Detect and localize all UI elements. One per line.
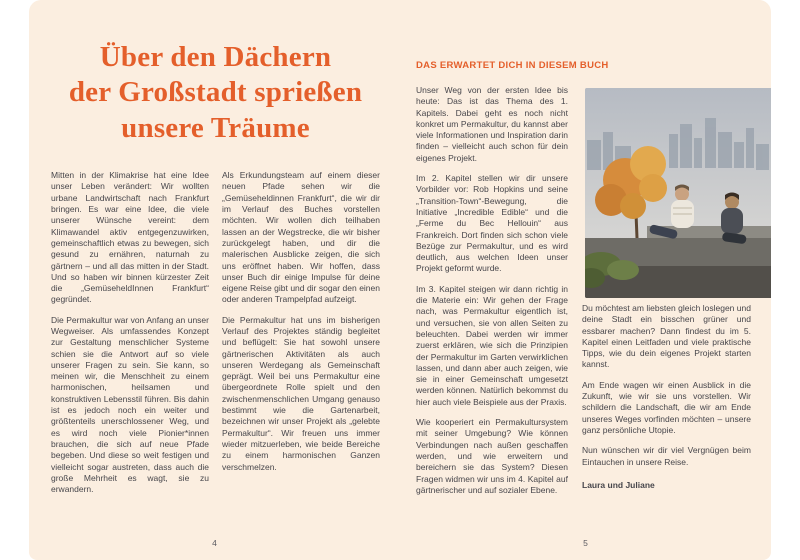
paragraph: Im 3. Kapitel steigen wir dann richtig in die Materie ein: Wir gehen der Frage nach, was Permakultur eigentlich ist, und versuchen, sie von allen Seiten zu beleuchten. Dabei werden wir immer zuerst erklären, wie sich die Prinzipien der Permakultur im Garten verwirklichen lassen, und dann aber auch zeigen, wie sie in einer Gemeinschaft umgesetzt werden können. Natürlich bekommst du hier auch viele Beispiele aus der Praxis. (416, 283, 568, 407)
page-title (49, 40, 382, 146)
paragraph: Die Permakultur war von Anfang an unser Wegweiser. Als umfassendes Konzept zur Gestaltung menschlicher Systeme schien sie die Antwort auf so viele unserer Fragen zu sein. Sie kann, so meinen wir, die Menschheit zu einem harmonischen, heilsamen und konstruktiven Lebensstil führen. Bis dahin ist es jedoch noch ein weiter und größtenteils unerschlossener Weg, und es wird noch viele Pionier*innen brauchen, die sich auf neue Pfade begeben. Und diese so weit festigen und vielleicht sogar austreten, dass auch die große Mehrheit es wagt, sie zu erwandern. (51, 314, 209, 495)
paragraph: Mitten in der Klimakrise hat eine Idee unser Leben verändert: Wir wollten urbane Landwirtschaft nach Frankfurt bringen. Es war eine Idee, die viele unserer Wünsche vereint: dem Klimawandel aktiv entgegenzuwirken, gemeinschaftlich etwas zu bewegen, sich gesund zu ernähren, naturnah zu gärtnern – und all das mitten in der Stadt. Und so haben wir binnen kürzester Zeit die „GemüseheldInnen Frankfurt“ gegründet. (51, 170, 209, 305)
left-column-1 (51, 170, 209, 504)
right-column-1 (416, 85, 568, 505)
paragraph: Am Ende wagen wir einen Ausblick in die Zukunft, wie wir sie uns vorstellen. Wir schildern die Landschaft, die wir am Ende unseres Weges vorfinden möchten – unsere ganz persönliche Utopie. (582, 379, 751, 435)
paragraph: Die Permakultur hat uns im bisherigen Verlauf des Projektes ständig begleitet und beflügelt: Sie hat sowohl unsere gärtnerischen Aktivitäten als auch unseren Werdegang als Gemeinschaft geprägt. Weil bei uns Permakultur eine übergeordnete Rolle spielt und den zwischenmenschlichen Umgang genauso bestimmt wie die Gartenarbeit, bezeichnen wir unser Projekt als „gelebte Permakultur“. Wir freuen uns immer wieder mitzuerleben, wie beide Bereiche zu einem harmonischen Ganzen verschmelzen. (222, 314, 380, 472)
page-number-left: 4 (212, 538, 217, 548)
authors-signature: Laura und Juliane (582, 479, 655, 490)
paragraph: Im 2. Kapitel stellen wir dir unsere Vorbilder vor: Rob Hopkins und seine „Transition-Town“-Bewegung, die Initiative „Incredible Edible“ und die „Ferme du Bec Hellouin“ aus Frankreich. Dort finden sich schon viele Bezüge zur Permakultur, und es wird deutlich, aus welchen Ideen unser Projekt geformt wurde. (416, 173, 568, 274)
title-line-3: unsere Träume (121, 111, 310, 144)
title-line-2: der Großstadt sprießen (68, 76, 363, 109)
paragraph: Nun wünschen wir dir viel Vergnügen beim Eintauchen in unsere Reise. (582, 445, 751, 467)
title-line-1: Über den Dächern (99, 41, 332, 73)
left-page (29, 0, 400, 560)
paragraph: Du möchtest am liebsten gleich loslegen und deine Stadt ein bisschen grüner und essbarer machen? Dann findest du im 5. Kapitel einen Leitfaden und viele praktische Tipps, wie du dein eigenes Projekt starten kannst. (582, 303, 751, 370)
right-page (400, 0, 771, 560)
paragraph: Als Erkundungsteam auf einem dieser neuen Pfade sehen wir die „Gemüseheldinnen Frankfurt“, die wir dir im Verlauf des Buches vorstellen möchten. Wir wollen dich teilhaben lassen an der Wegstrecke, die wir bisher zurückgelegt haben, und dir die malerischen Ausblicke zeigen, die sich uns eröffnet haben. Wir hoffen, dass unser Buch dir einige Impulse für deine eigene Reise gibt und dir sogar den einen oder anderen Trampelpfad aufzeigt. (222, 170, 380, 305)
left-column-2 (222, 170, 380, 504)
section-heading: DAS ERWARTET DICH IN DIESEM BUCH (416, 60, 609, 71)
paragraph: Unser Weg von der ersten Idee bis heute: Das ist das Thema des 1. Kapitels. Dabei geht es noch nicht konkret um Permakultur, du kannst aber viele Informationen und Inspiration darin finden – vielleicht auch schon für dein eigenes Projekt. (416, 85, 568, 163)
paragraph: Wie kooperiert ein Permakultursystem mit seiner Umgebung? Wie können Verbindungen nach außen geschaffen werden, und wie erweitern und bereichern sie das System? Diesen Fragen widmen wir uns im 4. Kapitel auf gärtnerischer und auf sozialer Ebene. (416, 417, 568, 495)
page-number-right: 5 (583, 538, 588, 548)
book-spread (29, 0, 771, 560)
rooftop-photo (585, 88, 771, 298)
left-page-columns (49, 170, 382, 504)
